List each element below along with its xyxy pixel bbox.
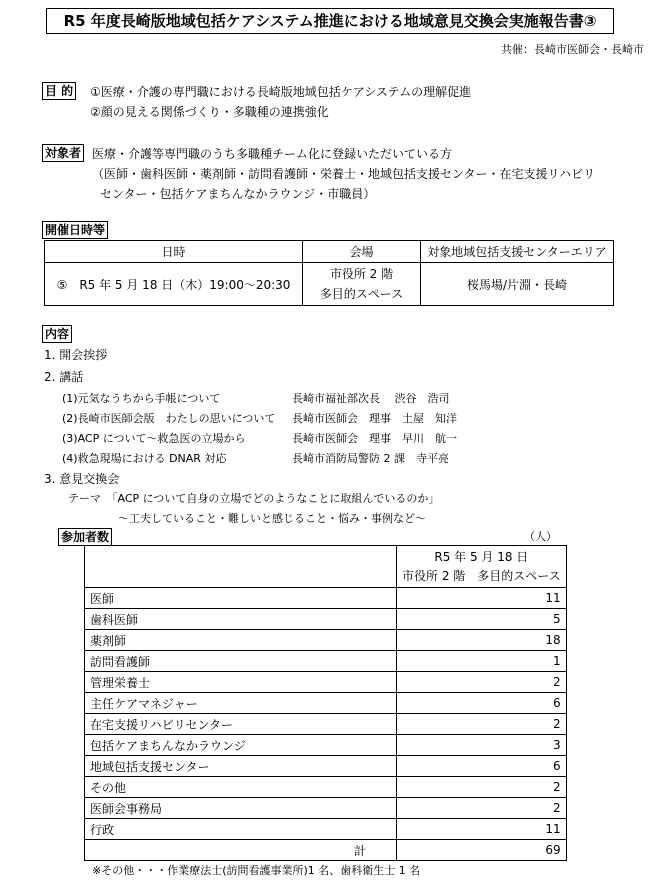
- participant-role: その他: [85, 777, 397, 798]
- talk-topic-3: (3)ACP について～救急医の立場から: [62, 432, 246, 445]
- schedule-date: ⑤ R5 年 5 月 18 日（木）19:00～20:30: [45, 263, 303, 306]
- talk-topic-1: (1)元気なうちから手帳について: [62, 392, 221, 405]
- target-label: 対象者: [42, 144, 84, 162]
- schedule-area: 桜馬場/片淵・長崎: [421, 263, 614, 306]
- participant-role: 主任ケアマネジャー: [85, 693, 397, 714]
- participants-note: ※その他・・・作業療法士(訪問看護事業所)1 名、歯科衛生士 1 名: [92, 864, 421, 877]
- table-row: [85, 630, 567, 651]
- talk-speaker-4: 長崎市消防局警防 2 課 寺平亮: [292, 452, 449, 465]
- participant-count: 11: [397, 819, 567, 840]
- participant-role: 医師: [85, 588, 397, 609]
- participants-header-blank: [85, 546, 397, 588]
- participants-header-venue: 市役所 2 階 多目的スペース: [402, 568, 561, 583]
- participant-count: 6: [397, 756, 567, 777]
- purpose-label: 目 的: [42, 82, 76, 100]
- participant-role: 包括ケアまちんなかラウンジ: [85, 735, 397, 756]
- target-text: 医療・介護等専門職のうち多職種チーム化に登録いただいている方: [92, 147, 453, 161]
- participant-count: 3: [397, 735, 567, 756]
- table-row: [85, 588, 567, 609]
- talk-speaker-3: 長崎市医師会 理事 早川 航一: [292, 432, 457, 445]
- participant-count: 2: [397, 777, 567, 798]
- table-row: [85, 693, 567, 714]
- table-row: [85, 819, 567, 840]
- exchange-theme: テーマ 「ACP について自身の立場でどのようなことに取組んでいるのか」: [68, 492, 440, 505]
- talk-speaker-2: 長崎市医師会 理事 土屋 知洋: [292, 412, 457, 425]
- table-row: [85, 714, 567, 735]
- schedule-venue: [303, 263, 421, 306]
- content-label: 内容: [42, 325, 72, 343]
- participant-count: 1: [397, 651, 567, 672]
- participant-count: 5: [397, 609, 567, 630]
- exchange-theme-sub: ～工夫していること・難しいと感じること・悩み・事例など～: [118, 512, 426, 525]
- schedule-table: [44, 240, 614, 306]
- total-label: 計: [85, 840, 397, 861]
- participant-role: 在宅支援リハビリセンター: [85, 714, 397, 735]
- target-detail-1: （医師・歯科医師・薬剤師・訪問看護師・栄養士・地域包括支援センター・在宅支援リハビリ: [92, 167, 596, 181]
- table-row: [85, 735, 567, 756]
- talk-topic-2: (2)長崎市医師会版 わたしの思いについて: [62, 412, 276, 425]
- participant-role: 訪問看護師: [85, 651, 397, 672]
- participant-role: 薬剤師: [85, 630, 397, 651]
- purpose-item-1: ①医療・介護の専門職における長崎版地域包括ケアシステムの理解促進: [90, 85, 472, 99]
- participants-unit: （人）: [524, 530, 557, 543]
- participants-header-date: R5 年 5 月 18 日: [434, 549, 529, 564]
- table-row: [85, 609, 567, 630]
- participant-count: 18: [397, 630, 567, 651]
- talk-speaker-1: 長崎市福祉部次長 渋谷 浩司: [292, 392, 450, 405]
- participants-header: [397, 546, 567, 588]
- participant-role: 歯科医師: [85, 609, 397, 630]
- table-row: [85, 651, 567, 672]
- content-item-3: 3. 意見交換会: [44, 472, 120, 486]
- participant-count: 2: [397, 672, 567, 693]
- participant-role: 管理栄養士: [85, 672, 397, 693]
- participant-role: 医師会事務局: [85, 798, 397, 819]
- table-row: [85, 798, 567, 819]
- participant-count: 6: [397, 693, 567, 714]
- participants-table: [84, 545, 567, 861]
- participants-label: 参加者数: [58, 528, 112, 546]
- participant-count: 2: [397, 714, 567, 735]
- table-row: [85, 756, 567, 777]
- content-item-2: 2. 講話: [44, 370, 84, 384]
- participant-role: 地域包括支援センター: [85, 756, 397, 777]
- content-item-1: 1. 開会挨拶: [44, 348, 108, 362]
- schedule-venue-line-1: 市役所 2 階: [329, 267, 394, 281]
- schedule-header-date: 日時: [45, 241, 303, 263]
- schedule-label: 開催日時等: [42, 221, 108, 239]
- organizer: 共催：長崎市医師会・長崎市: [501, 43, 644, 56]
- talk-topic-4: (4)救急現場における DNAR 対応: [62, 452, 227, 465]
- participant-count: 11: [397, 588, 567, 609]
- report-title: R5 年度長崎版地域包括ケアシステム推進における地域意見交換会実施報告書③: [46, 8, 614, 34]
- target-detail-2: センター・包括ケアまちんなかラウンジ・市職員）: [100, 187, 376, 201]
- participant-count: 2: [397, 798, 567, 819]
- schedule-header-venue: 会場: [303, 241, 421, 263]
- table-row: [85, 672, 567, 693]
- participant-role: 行政: [85, 819, 397, 840]
- table-row: [85, 777, 567, 798]
- total-count: 69: [397, 840, 567, 861]
- total-row: [85, 840, 567, 861]
- schedule-header-area: 対象地域包括支援センターエリア: [421, 241, 614, 263]
- purpose-item-2: ②顔の見える関係づくり・多職種の連携強化: [90, 105, 329, 119]
- schedule-venue-line-2: 多目的スペース: [319, 287, 404, 301]
